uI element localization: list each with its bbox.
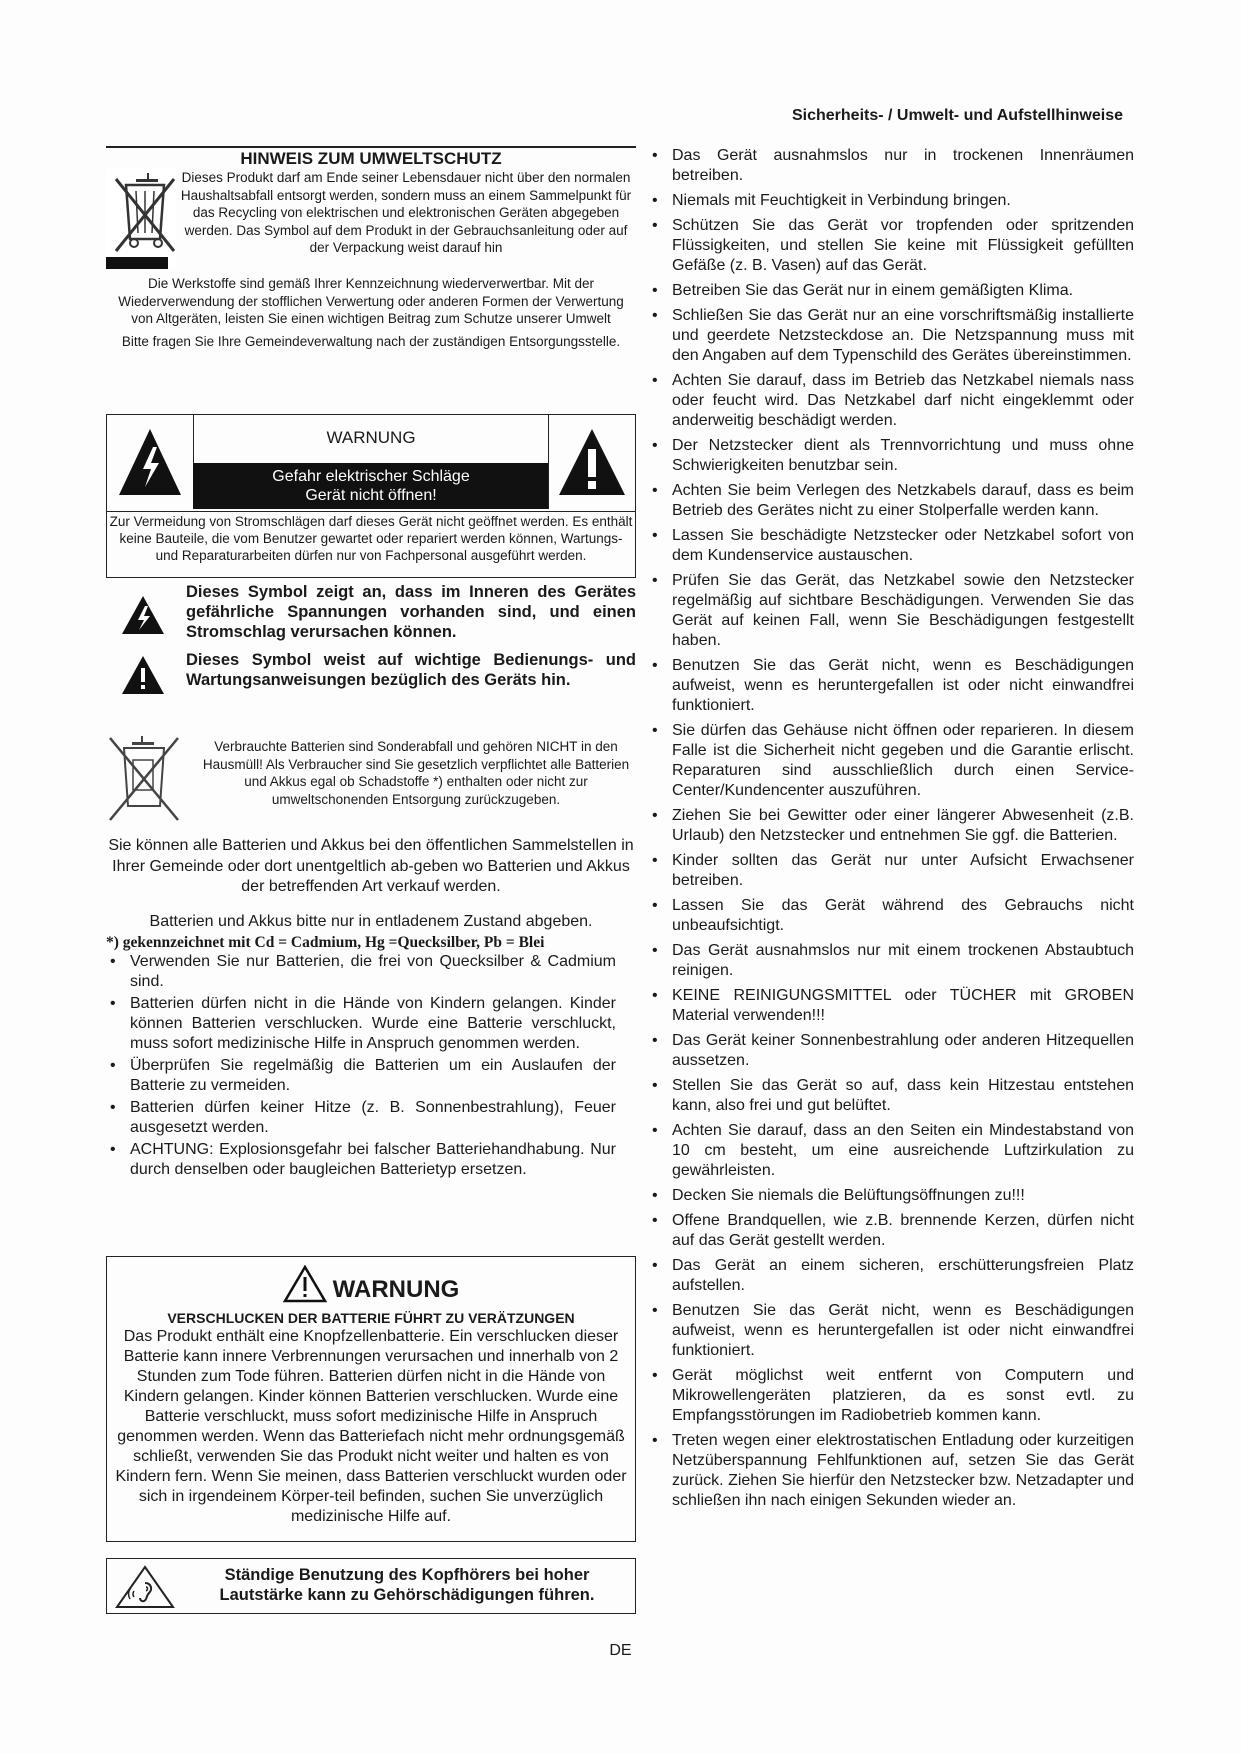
list-item: • Batterien dürfen keiner Hitze (z. B. Sonnenbestrahlung), Feuer ausgesetzt werden. xyxy=(106,1098,616,1138)
list-item: • Batterien dürfen nicht in die Hände von Kindern gelangen. Kinder können Batterien verschlucken. Wurde eine Batterie verschluckt, muss sofort medizinische Hilfe in Anspruch genommen werden. xyxy=(106,994,616,1054)
list-item: • Lassen Sie das Gerät während des Gebrauchs nicht unbeaufsichtigt. xyxy=(648,896,1134,936)
hearing-warning-text: Ständige Benutzung des Kopfhörers bei hoher Lautstärke kann zu Gehörschädigungen führen. xyxy=(219,1566,595,1604)
list-item: • Ziehen Sie bei Gewitter oder einer längerer Abwesenheit (z.B. Urlaub) den Netzstecker und entnehmen Sie ggf. die Batterien. xyxy=(648,806,1134,846)
warning2-heading xyxy=(107,1265,635,1309)
warning2-body: Das Produkt enthält eine Knopfzellenbatterie. Ein verschlucken dieser Batterie kann innere Verbrennungen verursachen und innerhalb von 2 Stunden zum Tode führen. Batterien dürfen nicht in die Hände von Kindern gelangen. Kinder können Batterien verschlucken. Wurde eine Batterie verschluckt, muss sofort medizinische Hilfe in Anspruch genommen werden. Wenn das Batteriefach nicht mehr ordnungsgemäß schließt, verwenden Sie das Produkt nicht weiter und halten es von Kindern fern. Wenn Sie meinen, dass Batterien verschluckt wurden oder sich in irgendeinem Körper-teil befinden, suchen Sie unverzüglich medizinische Hilfe auf. xyxy=(115,1328,627,1525)
list-item: • Niemals mit Feuchtigkeit in Verbindung bringen. xyxy=(648,191,1134,211)
list-item: • Decken Sie niemals die Belüftungsöffnungen zu!!! xyxy=(648,1186,1134,1206)
battery-icon-text: Verbrauchte Batterien sind Sonderabfall und gehören NICHT in den Hausmüll! Als Verbraucher sind Sie gesetzlich verpflichtet alle Batterien und Akkus egal ob Schadstoffe *) enthalten oder nicht zur umweltschonenden Entsorgung zurückzugeben. xyxy=(202,739,630,807)
list-item: • Das Gerät an einem sicheren, erschütterungsfreien Platz aufstellen. xyxy=(648,1256,1134,1296)
list-item: • Benutzen Sie das Gerät nicht, wenn es Beschädigungen aufweist, wenn es heruntergefallen ist oder nicht einwandfrei funktioniert. xyxy=(648,1301,1134,1361)
battery-paragraph-1: Sie können alle Batterien und Akkus bei den öffentlichen Sammelstellen in Ihrer Gemeinde oder dort unentgeltlich ab-geben wo Batterien und Akkus der betreffenden Art verkauf werden. xyxy=(108,837,634,895)
list-item: • Kinder sollten das Gerät nur unter Aufsicht Erwachsener betreiben. xyxy=(648,851,1134,891)
battery-disposal-block xyxy=(106,730,636,834)
list-item: • Der Netzstecker dient als Trennvorrichtung und muss ohne Schwierigkeiten benutzbar sein. xyxy=(648,436,1134,476)
list-item: • Treten wegen einer elektrostatischen Entladung oder kurzeitigen Netzüberspannung Fehlfunktionen auf, setzen Sie das Gerät zurück. Ziehen Sie hierfür den Netzstecker bzw. Netzadapter und schließen ihn nach einigen Sekunden wieder an. xyxy=(648,1431,1134,1511)
page-footer-language: DE xyxy=(609,1642,632,1659)
electric-warning-box xyxy=(106,414,636,578)
list-item: • Das Gerät keiner Sonnenbestrahlung oder anderen Hitzequellen aussetzen. xyxy=(648,1031,1134,1071)
warning-triangle-icon xyxy=(283,1265,327,1303)
environment-title: HINWEIS ZUM UMWELTSCHUTZ xyxy=(106,146,636,169)
battery-bullet-list xyxy=(106,952,616,1182)
crossed-bin-icon xyxy=(106,169,176,269)
list-item: • Benutzen Sie das Gerät nicht, wenn es Beschädigungen aufweist, wenn es heruntergefallen ist oder nicht einwandfrei funktioniert. xyxy=(648,656,1134,716)
environment-paragraph-2: Bitte fragen Sie Ihre Gemeindeverwaltung nach der zuständigen Entsorgungsstelle. xyxy=(121,333,621,349)
environment-block xyxy=(106,169,636,275)
lightning-symbol-icon xyxy=(120,594,166,636)
list-item: • Verwenden Sie nur Batterien, die frei von Quecksilber & Cadmium sind. xyxy=(106,952,616,992)
warning-box-banner xyxy=(193,463,549,509)
battery-paragraph-2: Batterien und Akkus bitte nur in entladenem Zustand abgeben. xyxy=(149,913,593,930)
list-item: • Achten Sie darauf, dass im Betrieb das Netzkabel niemals nass oder feucht wird. Das Netzkabel darf nicht eingeklemmt oder anderweitig beschädigt werden. xyxy=(648,371,1134,431)
lightning-symbol-row xyxy=(106,582,636,644)
list-item: • Stellen Sie das Gerät so auf, dass kein Hitzestau entstehen kann, also frei und gut belüftet. xyxy=(648,1076,1134,1116)
exclamation-symbol-icon xyxy=(120,654,166,696)
hearing-damage-icon xyxy=(115,1565,175,1609)
lightning-symbol-text: Dieses Symbol zeigt an, dass im Inneren des Gerätes gefährliche Spannungen vorhanden sind, und einen Stromschlag verursachen können. xyxy=(186,583,636,641)
warning-box-right-cell xyxy=(548,415,635,509)
lightning-warning-icon xyxy=(107,415,193,509)
list-item: • Achten Sie darauf, dass an den Seiten ein Mindestabstand von 10 cm besteht, um eine ausreichende Luftzirkulation zu gewährleisten. xyxy=(648,1121,1134,1181)
exclamation-symbol-row xyxy=(106,650,636,694)
list-item: • Lassen Sie beschädigte Netzstecker oder Netzkabel sofort von dem Kundenservice austauschen. xyxy=(648,526,1134,566)
crossed-battery-bin-icon xyxy=(106,730,180,830)
battery-swallow-warning-box xyxy=(106,1256,636,1542)
warning-banner-line-1: Gefahr elektrischer Schläge xyxy=(272,468,470,485)
warning-box-title: WARNUNG xyxy=(326,428,416,447)
warning2-title: WARNUNG xyxy=(332,1276,460,1303)
left-column xyxy=(106,146,636,1604)
list-item: • KEINE REINIGUNGSMITTEL oder TÜCHER mit GROBEN Material verwenden!!! xyxy=(648,986,1134,1026)
list-item: • Prüfen Sie das Gerät, das Netzkabel sowie den Netzstecker regelmäßig auf sichtbare Beschädigungen. Verwenden Sie das Gerät auf keinen Fall, wenn Sie Beschädigungen festgestellt haben. xyxy=(648,571,1134,651)
warning-box-left-cell xyxy=(107,415,194,509)
page-header-title: Sicherheits- / Umwelt- und Aufstellhinweise xyxy=(791,107,1123,124)
list-item: • Sie dürfen das Gehäuse nicht öffnen oder reparieren. In diesem Falle ist die Sicherheit nicht gegeben und die Garantie erlischt. Reparaturen sind ausschließlich durch einen Service-Center/Kundencenter auszuführen. xyxy=(648,721,1134,801)
warning-banner-line-2: Gerät nicht öffnen! xyxy=(305,487,437,504)
exclamation-symbol-text: Dieses Symbol weist auf wichtige Bedienungs- und Wartungsanweisungen bezüglich des Geräts hin. xyxy=(186,651,636,689)
warning-box-text: Zur Vermeidung von Stromschlägen darf dieses Gerät nicht geöffnet werden. Es enthält keine Bauteile, die vom Benutzer gewartet oder repariert werden können, Wartungs- und Reparaturarbeiten dürfen nur von Fachpersonal ausgeführt werden. xyxy=(107,511,635,564)
hearing-warning-box xyxy=(106,1558,636,1614)
list-item: • Das Gerät ausnahmslos nur in trockenen Innenräumen betreiben. xyxy=(648,146,1134,186)
environment-paragraph-1: Die Werkstoffe sind gemäß Ihrer Kennzeichnung wiederverwertbar. Mit der Wiederverwendung der stofflichen Verwertung oder anderen Formen der Verwertung von Altgeräten, leisten Sie einen wichtigen Beitrag zum Schutze unserer Umwelt xyxy=(118,276,624,326)
list-item: • Das Gerät ausnahmslos nur mit einem trockenen Abstaubtuch reinigen. xyxy=(648,941,1134,981)
safety-bullet-list xyxy=(648,146,1134,1511)
list-item: • Gerät möglichst weit entfernt von Computern und Mikrowellengeräten platzieren, da es sonst evtl. zu Empfangsstörungen im Radiobetrieb kommen kann. xyxy=(648,1366,1134,1426)
exclamation-warning-icon xyxy=(549,415,635,509)
list-item: • ACHTUNG: Explosionsgefahr bei falscher Batteriehandhabung. Nur durch denselben oder baugleichen Batterietyp ersetzen. xyxy=(106,1140,616,1180)
list-item: • Offene Brandquellen, wie z.B. brennende Kerzen, dürfen nicht auf das Gerät gestellt werden. xyxy=(648,1211,1134,1251)
list-item: • Betreiben Sie das Gerät nur in einem gemäßigten Klima. xyxy=(648,281,1134,301)
environment-icon-text: Dieses Produkt darf am Ende seiner Lebensdauer nicht über den normalen Haushaltsabfall entsorgt werden, sondern muss an einem Sammelpunkt für das Recycling von elektrischen und elektronischen Geräten abgegeben werden. Das Symbol auf dem Produkt in der Gebrauchsanleitung oder auf der Verpackung weist darauf hin xyxy=(180,170,632,255)
list-item: • Schließen Sie das Gerät nur an eine vorschriftsmäßig installierte und geerdete Netzsteckdose an. Die Netzspannung muss mit den Angaben auf dem Typenschild des Gerätes übereinstimmen. xyxy=(648,306,1134,366)
list-item: • Schützen Sie das Gerät vor tropfenden oder spritzenden Flüssigkeiten, und stellen Sie keine mit Flüssigkeit gefüllten Gefäße (z. B. Vasen) auf das Gerät. xyxy=(648,216,1134,276)
list-item: • Achten Sie beim Verlegen des Netzkabels darauf, dass es beim Betrieb des Gerätes nicht zu einer Stolperfalle werden kann. xyxy=(648,481,1134,521)
list-item: • Überprüfen Sie regelmäßig die Batterien um ein Auslaufen der Batterie zu vermeiden. xyxy=(106,1056,616,1096)
warning2-subtitle: VERSCHLUCKEN DER BATTERIE FÜHRT ZU VERÄTZUNGEN xyxy=(167,1310,575,1326)
battery-footnote: *) gekennzeichnet mit Cd = Cadmium, Hg =Quecksilber, Pb = Blei xyxy=(106,934,545,951)
right-column xyxy=(648,146,1134,1516)
